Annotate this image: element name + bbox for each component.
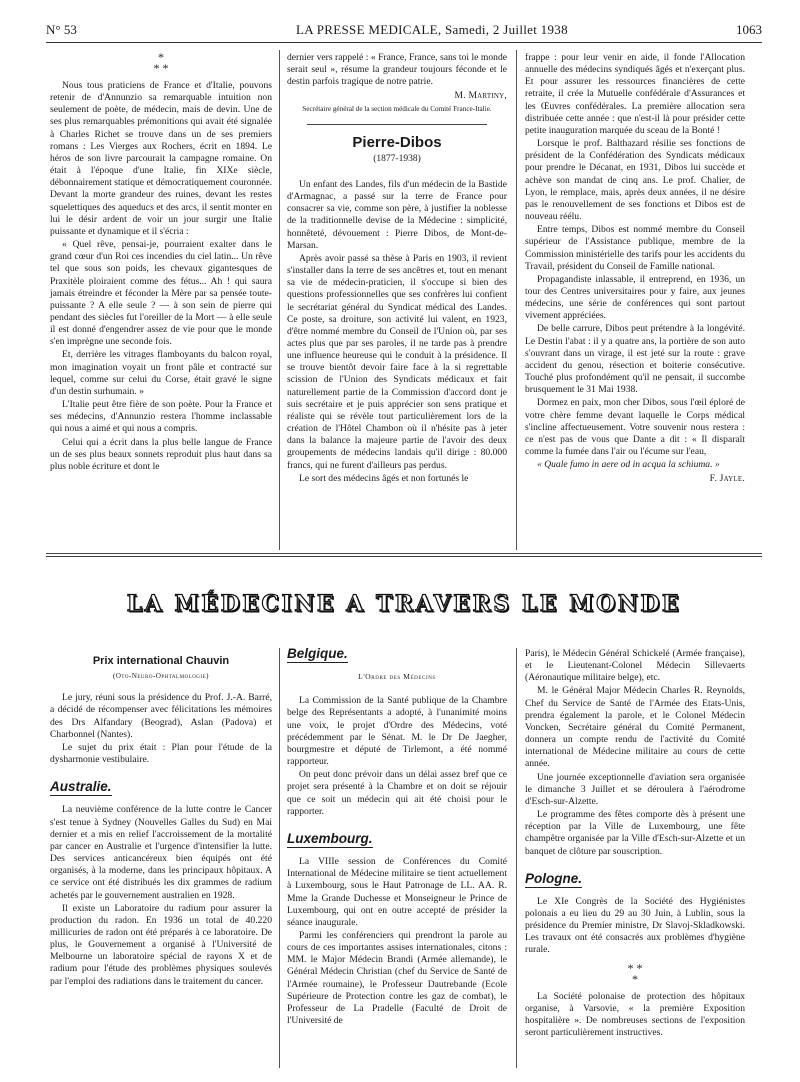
column-dannunzio bbox=[50, 52, 272, 474]
paragraph: Lorsque le prof. Balthazard résilie ses fonctions de président de la Confédération des Syndicats médicaux pour prendre le Décanat, en 1931, Dibos lui succède et achève son mandat de cinq ans. Le prof. Chalier, de Lyon, le remplace, mais, après deux années, il ne désire pas le renouvellement de ses fonctions et Dibos est de nouveau réélu. bbox=[525, 138, 745, 223]
journal-title: LA PRESSE MEDICALE, Samedi, 2 Juillet 1938 bbox=[296, 22, 568, 37]
column-luxembourg-poland bbox=[525, 648, 745, 1040]
paragraph: Paris), le Médecin Général Schickelé (Armée française), et le Lieutenant-Colonel Médecin Sillevaerts (Aéronautique militaire belge), etc. bbox=[525, 648, 745, 684]
column-belgium-luxembourg bbox=[287, 648, 507, 1028]
paragraph: La Commission de la Santé publique de la Chambre belge des Représentants a adopté, à l'unanimité moins une voix, le projet d'Ordre des Médecins, voté précédemment par le Sénat. M. le Dr De Jaegher, bourgmestre et député de Tirlemont, a été nommé rapporteur. bbox=[287, 695, 507, 768]
paragraph: « Quel rêve, pensai-je, pourraient exalter dans le grand cœur d'un Roi ces incendies du ciel latin... Un rêve tel que sous son poids, les chevaux gigantesques de Praxitèle ploiraient comme des fétus... Ah ! qui saura jamais étreindre et féconder la Mère par sa pensée toute-puissante ? A elle seule ? — à son sein de pierre qui pendant des siècles fut l'oreiller de la Mort — à elle seule il est donné d'engendrer assez de vie pour que le monde s'en imprègne une seconde fois. bbox=[50, 239, 272, 348]
paragraph: On peut donc prévoir dans un délai assez bref que ce projet sera présenté à la Chambre et on doit se réjouir que ce soit un médecin qui ait été choisi pour le rapporter. bbox=[287, 769, 507, 817]
section-banner: LA MÉDECINE A TRAVERS LE MONDE bbox=[126, 591, 682, 617]
paragraph: La neuvième conférence de la lutte contre le Cancer s'est tenue à Sydney (Nouvelles Galles du Sud) en Mai dernier et a mis en relief l'accroissement de la mortalité par cancer en Australie et l'urgence d'intensifier la lutte. Des services anticancéreux bien équipés ont été organisés, à la moderne, dans les principaux hôpitaux. A ce service ont été distribués les dix grammes de radium achetés par le gouvernement australien en 1928. bbox=[50, 804, 272, 901]
section-heading-australia: Australie. bbox=[50, 781, 112, 796]
column-divider bbox=[516, 50, 517, 550]
paragraph: Le sujet du prix était : Plan pour l'étude de la dysharmonie vestibulaire. bbox=[50, 741, 272, 766]
paragraph: De belle carrure, Dibos peut prétendre à la longévité. Le Destin l'abat : il y a quatre ans, la portière de son auto s'ouvrant dans un virage, il est jeté sur la route : grave accident du genou, résection et boiterie consécutive. Touché plus profondément qu'il ne pensait, il succombe brusquement le 31 Mai 1938. bbox=[525, 323, 745, 396]
paragraph: dernier vers rappelé : « France, France, sans toi le monde serait seul », résume la grandeur toujours féconde et le destin parfois tragique de notre patrie. bbox=[287, 52, 507, 88]
subsection-heading: L'Ordre des Médecins bbox=[358, 672, 436, 682]
author-role: Secrétaire général de la section médicale du Comité France-Italie. bbox=[302, 104, 492, 113]
column-divider bbox=[516, 648, 517, 1068]
paragraph: Le jury, réuni sous la présidence du Prof. J.-A. Barré, a décidé de récompenser avec félicitations les mémoires des Drs Alfandary (Beograd), Aslan (Padova) et Charbonnel (Nantes). bbox=[50, 692, 272, 740]
paragraph: Le XIe Congrès de la Société des Hygiénistes polonais a eu lieu du 29 au 30 Juin, à Lublin, sous la présidence du Premier ministre, Dr Slavoj-Skladkowski. Les travaux ont été consacrés aux problèmes d'hygiène rurale. bbox=[525, 895, 745, 956]
paragraph: Parmi les conférenciers qui prendront la parole au cours de ces importantes assises internationales, citons : MM. le Major Médecin Brandi (Armée allemande), le Général Médecin Christian (chef du Service de Santé de l'Armée roumaine), le Professeur Dautrebande (Ecole Supérieure de Protection contre les gaz de combat), le Professeur de La Pradelle (Faculté de Droit de l'Université de bbox=[287, 929, 507, 1027]
paragraph: Et, derrière les vitrages flamboyants du balcon royal, mon imagination voyait un front pâle et contracté sur lequel, comme sur celui du Corse, était gravé le signe d'un destin surhumain. » bbox=[50, 349, 272, 397]
paragraph: Propagandiste inlassable, il entreprend, en 1936, un tour des Centres universitaires pour y faire, aux jeunes médecins, une série de conférences qui sont partout vivement appréciées. bbox=[525, 273, 745, 322]
paragraph: Le sort des médecins âgés et non fortunés le bbox=[299, 472, 469, 484]
paragraph: Nous tous praticiens de France et d'Italie, pouvons retenir de d'Annunzio sa remarquable intuition non seulement de poète, de médecin, mais de devin. Une de ses plus remarquables prémonitions qui avait été signalée à Charles Richet se trouve dans un de ses premiers romans : Les Vierges aux Rochers, écrit en 1894. Le héros de son livre parcourait la campagne romaine. On était à l'époque d'une Italie, fin XIXe siècle, débonnairement statique et démocratiquement couronnée. Devant la morte grandeur des ruines, devant les restes squelettiques des aqueducs et des arcs, il sentit monter en lui le désir ardent de voir un jour surgir une Italie puissante et dynamique et il s'écria : bbox=[50, 80, 272, 237]
prize-title: Prix international Chauvin bbox=[92, 655, 230, 667]
author-signature: F. Jayle. bbox=[709, 473, 745, 485]
paragraph: La Société polonaise de protection des hôpitaux organise, à Varsovie, « la première Exposition hospitalière ». De nombreuses sections de l'exposition seront particulièrement instructives. bbox=[525, 990, 745, 1039]
paragraph: frappe : pour leur venir en aide, il fonde l'Allocation annuelle des médecins syndiqués âgés et n'exerçant plus. Et pour assurer les ressources financières de cette retraite, il crée la Mutuelle confédérale d'Assurances et les Œuvres confédérales. La première allocation sera distribuée cette année : que n'est-il là pour présider cette petite inauguration marquée du sceau de la Bonté ! bbox=[525, 52, 745, 136]
quotation: « Quale fumo in aere od in acqua la schiuma. » bbox=[537, 459, 720, 471]
issue-number: N° 53 bbox=[46, 22, 77, 37]
paragraph: Le programme des fêtes comporte dès à présent une réception par la Ville de Luxembourg, une fête champêtre organisée par la Ville d'Esch-sur-Alzette et un banquet de clôture par souscription. bbox=[525, 809, 745, 857]
column-dibos bbox=[287, 52, 507, 486]
prize-subtitle: (Oto-Neuro-Ophtalmologie) bbox=[113, 672, 209, 681]
page-header bbox=[46, 22, 762, 42]
column-prize-australia bbox=[50, 655, 272, 989]
article-title: Pierre-Dibos bbox=[352, 133, 442, 151]
paragraph: Après avoir passé sa thèse à Paris en 1903, il revient s'installer dans la terre de ses ancêtres et, tout en menant sa vie de médecin-praticien, il s'occupe si bien des questions professionnelles que ses confrères lui confient le secrétariat général du Syndicat médical des Landes. Ce poste, sa droiture, son activité lui valent, en 1923, d'être nommé membre du Conseil de l'Union où, par ses actes plus que par ses paroles, il ne tarde pas à prendre une influence heureuse qui le conduit à la présidence. Il se trouve bientôt devoir faire face à la si regrettable scission de l'Union des Syndicats médicaux et fait naturellement partie de la Commission d'accord dont je suis secrétaire et je puis apprécier son sens pratique et réaliste qui se révèle tout particulièrement lors de la création de l'Hôtel Chambon où il n'hésite pas à jeter dans la balance la majeure partie de l'avoir des deux groupements de médecins landais qu'il dirige : 80.000 francs, qui ne furent d'ailleurs pas perdus. bbox=[287, 252, 507, 471]
column-divider bbox=[279, 50, 280, 550]
paragraph: Un enfant des Landes, fils d'un médecin de la Bastide d'Armagnac, a passé sur la terre de France pour consacrer sa vie, comme son père, à justifier la noblesse de la traditionnelle devise de la Médecine : simplicité, honnêteté, dévouement : Pierre Dibos, de Mont-de-Marsan. bbox=[287, 178, 507, 251]
paragraph: Une journée exceptionnelle d'aviation sera organisée le dimanche 3 Juillet et se déroulera à l'aérodrome d'Esch-sur-Alzette. bbox=[525, 771, 745, 807]
section-rule bbox=[46, 553, 762, 554]
page-number: 1063 bbox=[736, 22, 762, 37]
section-heading-luxembourg: Luxembourg. bbox=[287, 833, 373, 848]
section-stars: * * * bbox=[153, 50, 169, 75]
paragraph: Celui qui a écrit dans la plus belle langue de France un de ses plus beaux sonnets reproduit plus haut dans sa plus noble écriture et dont le bbox=[50, 436, 272, 472]
paragraph: Dormez en paix, mon cher Dibos, sous l'œil éploré de votre chère femme devant laquelle le Corps médical s'incline affectueusement. Votre souvenir nous restera : ce n'est pas de vous que Dante a dit : « Il disparaît comme la fumée dans l'air ou l'écume sur l'eau, bbox=[525, 397, 745, 457]
paragraph: La VIIIe session de Conférences du Comité International de Médecine militaire se tient actuellement à Luxembourg, sous le Haut Patronage de LL. AA. R. Mme la Grande Duchesse et Monseigneur le Prince de Luxembourg, qui ont en outre accepté de présider la séance inaugurale. bbox=[287, 856, 507, 928]
paragraph: Il existe un Laboratoire du radium pour assurer la production du radon. En 1936 un total de 40.220 millicuries de radon ont été préparés à ce laboratoire. De plus, le Gouvernement a organisé à l'Université de Melbourne un laboratoire spécial de rayons X et de radium pour l'étude des problèmes physiques soulevés par l'emploi des radiations dans le traitement du cancer. bbox=[50, 902, 272, 987]
column-divider bbox=[279, 648, 280, 1068]
section-heading-belgium: Belgique. bbox=[287, 648, 348, 663]
section-stars: * * * bbox=[627, 960, 643, 986]
paragraph: L'Italie peut être fière de son poète. Pour la France et ses médecins, d'Annunzio restera l'homme inclassable qui nous a aimé et qui nous a compris. bbox=[50, 399, 272, 435]
article-separator bbox=[307, 124, 487, 125]
article-dates: (1877-1938) bbox=[373, 153, 421, 164]
paragraph: Entre temps, Dibos est nommé membre du Conseil supérieur de l'Assistance publique, membre de la Commission ministérielle des tarifs pour les accidents du Travail, président du Conseil de Famille national. bbox=[525, 224, 745, 272]
column-dibos-continued bbox=[525, 52, 745, 485]
header-rule bbox=[46, 42, 762, 43]
section-heading-poland: Pologne. bbox=[525, 873, 582, 888]
paragraph: M. le Général Major Médecin Charles R. Reynolds, Chef du Service de Santé de l'Armée des Etats-Unis, prendra également la parole, et le Colonel Médecin Voncken, Secrétaire général du Comité Permanent, donnera un compte rendu de l'activité du Comité international de Médecine militaire au cours de cette année. bbox=[525, 685, 745, 770]
author-signature: M. Martiny, bbox=[454, 90, 507, 102]
section-rule bbox=[46, 556, 762, 557]
